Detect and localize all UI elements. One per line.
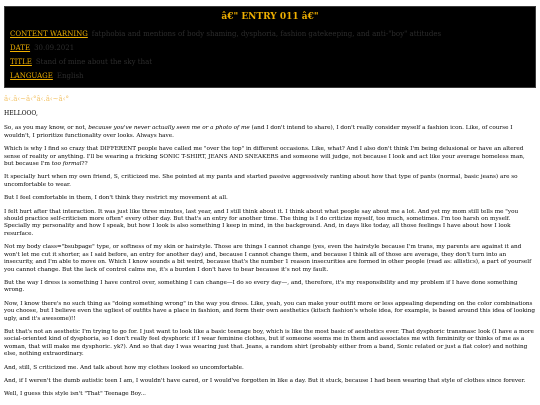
content-warning-value: fatphobia and mentions of body shaming, dysphoria, fashion gatekeeping, and anti-"boy" attitudes <box>91 30 442 38</box>
entry-title: â€" ENTRY 011 â€" <box>221 12 319 22</box>
paragraph: It specially hurt when my own friend, S, criticized me. She pointed at my pants and started passive aggressively ranting about how that type of pants (normal, basic jeans) are so uncomfortable to wear. <box>4 174 518 188</box>
date-value: 30.09.2021 <box>34 44 75 52</box>
paragraph: Now, I know there's no such thing as "doing something wrong" in the way you dress. Like, yeah, you can make your outfit more or less appealing depending on the color combinations you choose, but I believe even the ugliest of outfits have a place in fashion, and form their own aesthetics (kitsch fashion's whole idea, for example, is based around this idea of looking ugly, and it's awesome)!! <box>4 300 536 322</box>
language-label[interactable]: LANGUAGE <box>10 72 53 80</box>
paragraph <box>4 146 536 168</box>
title-value: Stand of mine about the sky that <box>35 58 153 66</box>
date-row <box>10 43 530 53</box>
paragraph: And, if I weren't the dumb autistic teen I am, I wouldn't have cared, or I would've forgotten in like a day. But it stuck, because I had been wearing that style of clothes since forever. <box>4 377 526 384</box>
title-label[interactable]: TITLE <box>10 58 32 66</box>
entry-header <box>4 6 536 88</box>
title-row <box>10 57 530 67</box>
date-label[interactable]: DATE <box>10 44 31 52</box>
paragraph: But that's not an aesthetic I'm trying to go for. I just want to look like a basic teenage boy, which is like the most basic of aesthetics ever. That dysphoric transmasc look (I have a more social-oriented kind of dysphoria, so I don't really feel dysphoric if I wear feminine clothes, but if someone seems me in them and associates me with femininity or thinks of me as a woman, that will make me dysphoric. yk?). And so that day I was wearing just that. Jeans, a random shirt (probably either from a band, Sonic related or just a flat color) and nothing else, nothing extraordinary. <box>4 328 534 358</box>
language-value: English <box>56 72 84 80</box>
content-warning-row <box>10 29 530 39</box>
paragraph: But the way I dress is something I have control over, something I can change—I do so every day—, and, therefore, it's my responsibility and my problem if I have done something wrong. <box>4 279 518 294</box>
paragraph-text: (and I don't intend to share), I don't really consider myself a fashion icon. Like, of course I wouldn't, I prioritize functionality over looks. Always have. <box>4 125 513 139</box>
paragraph <box>4 125 536 140</box>
paragraph-text: So, as you may know, or not, <box>4 125 89 132</box>
paragraph: And, still, S criticized me. And talk about how my clothes looked so uncomfortable. <box>4 364 244 371</box>
section-heading: â‹.â‹~â‹°â‹.â‹~â‹° <box>4 95 70 103</box>
language-row <box>10 71 530 81</box>
paragraph-emphasis: too formal <box>51 161 82 168</box>
paragraph: I felt hurt after that interaction. It was just like three minutes, last year, and I still think about it. I think about what people say about me a lot. And yet my mom still tells me "you should practice self-criticism more often" every other day. But that's an entry for another time. The thing is I do criticize myself, too much, sometimes. I'm too harsh on myself. Specially my personality and how I speak, but how I look is also something I keep in mind, in the background. And, in days like today, all those feelings I have about how I look resurface. <box>4 208 519 237</box>
paragraph: Not my body class="bsubpage" type, or softness of my skin or hairstyle. Those are things I cannot change (yes, even the hairstyle because I'm trans, my parents are against it and won't let me cut it shorter, as I said before, an entry for another day) and, because I cannot change them, and because I think all of those are average, they don't turn into an insecurity, and I'm able to move on. Which I know sounds a bit weird, because that's the number 1 reason insecurities are formed in other people (read as: allistics), a part of yourself you cannot change. But the lack of control calms me, it's a burden I don't have to bear because it's not my fault. <box>4 244 532 273</box>
paragraph: Well, I guess this style isn't "That" Teenage Boy... <box>4 391 146 398</box>
paragraph-emphasis: because you've never actually seen me or a photo of me <box>88 125 250 132</box>
greeting: HELLOOO, <box>4 110 38 117</box>
content-warning-label[interactable]: CONTENT WARNING <box>10 30 88 38</box>
paragraph: But I feel comfortable in them, I don't think they restrict my movement at all. <box>4 195 228 202</box>
entry-body <box>4 110 536 399</box>
paragraph-text: Which is why I find so crazy that DIFFERENT people have called me "over the top" in different occasions. Like, what? And I also don't think I'm being delusional or have an altered sense of reality or anything. I'll be wearing a fricking SONIC T-SHIRT, JEANS AND SNEAKERS and someone will judge, not because I look and act like your average homeless man, but because I'm <box>4 146 525 168</box>
paragraph-text: ?? <box>81 161 88 168</box>
